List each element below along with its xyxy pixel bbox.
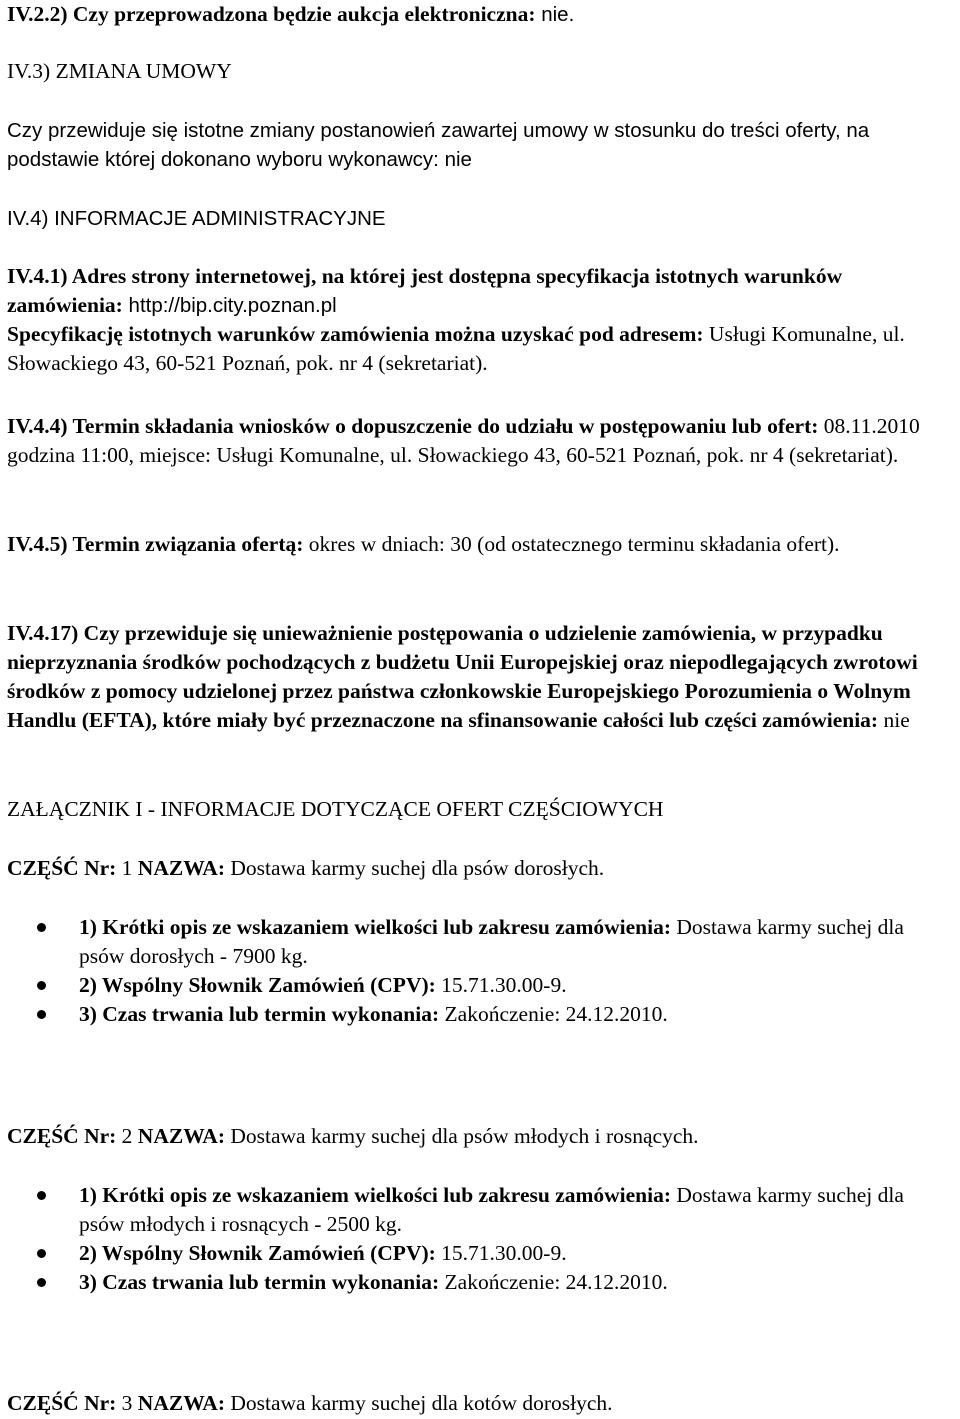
change-text: Czy przewiduje się istotne zmiany postanowień zawartej umowy w stosunku do treści oferty, na podstawie której dokonano wyboru wykonawcy: nie [7, 119, 870, 171]
annex-heading: ZAŁĄCZNIK I - INFORMACJE DOTYCZĄCE OFERT CZĘŚCIOWYCH [7, 797, 664, 821]
bullet-icon [37, 1010, 46, 1019]
list-item [7, 971, 952, 1000]
s441-url: http://bip.city.poznan.pl [122, 294, 337, 317]
part-2-name: Dostawa karmy suchej dla psów młodych i rosnących. [225, 1124, 699, 1148]
part-1-label: CZĘŚĆ Nr: [7, 856, 117, 880]
list-item [7, 1181, 952, 1239]
list-item [7, 1268, 952, 1297]
item-label: 3) Czas trwania lub termin wykonania: [79, 1270, 440, 1294]
item-label: 1) Krótki opis ze wskazaniem wielkości lub zakresu zamówienia: [79, 915, 672, 939]
bullet-icon [37, 1278, 46, 1287]
auction-section [7, 0, 952, 29]
part-1-number: 1 [116, 856, 138, 880]
item-label: 1) Krótki opis ze wskazaniem wielkości lub zakresu zamówienia: [79, 1183, 672, 1207]
bullet-icon [37, 1249, 46, 1258]
part-1-list [7, 913, 952, 1029]
s444-value: 08.11.2010 godzina 11:00, miejsce: Usługi Komunalne, ul. Słowackiego 43, 60-521 Poznań, pok. nr 4 (sekretariat). [7, 414, 920, 467]
item-value: 15.71.30.00-9. [435, 1241, 567, 1265]
part-2-number: 2 [116, 1124, 138, 1148]
list-item [7, 913, 952, 971]
part-1-name: Dostawa karmy suchej dla psów dorosłych. [225, 856, 605, 880]
part-3-number: 3 [116, 1391, 138, 1415]
item-value: Zakończenie: 24.12.2010. [439, 1002, 668, 1026]
list-item [7, 1239, 952, 1268]
s441-label2: Specyfikację istotnych warunków zamówienia można uzyskać pod adresem: [7, 322, 704, 346]
item-label: 2) Wspólny Słownik Zamówień (CPV): [79, 1241, 436, 1265]
part-3-label: CZĘŚĆ Nr: [7, 1391, 117, 1415]
bullet-icon [37, 1191, 46, 1200]
part-3-name: Dostawa karmy suchej dla kotów dorosłych. [225, 1391, 613, 1415]
auction-label: IV.2.2) Czy przeprowadzona będzie aukcja elektroniczna: [7, 2, 536, 26]
part-1-name-label: NAZWA: [137, 856, 225, 880]
item-value: Zakończenie: 24.12.2010. [439, 1270, 668, 1294]
part-1-title [7, 854, 952, 883]
section-4-4-1 [7, 262, 952, 378]
section-4-4-5 [7, 530, 952, 559]
s4417-label: Czy przewiduje się unieważnienie postępowania o udzielenie zamówienia, w przypadku nieprzyznania środków pochodzących z budżetu Unii Europejskiej oraz niepodlegających zwrotowi środków z pomocy udzielonej przez państwa członkowskie Europejskiego Porozumienia o Wolnym Handlu (EFTA), które miały być przeznaczone na sfinansowanie całości lub części zamówienia: [7, 621, 918, 732]
part-2-name-label: NAZWA: [137, 1124, 225, 1148]
item-label: 3) Czas trwania lub termin wykonania: [79, 1002, 440, 1026]
s4417-value: nie [878, 708, 910, 732]
s441-address: Usługi Komunalne, ul. Słowackiego 43, 60-521 Poznań, pok. nr 4 (sekretariat). [7, 322, 905, 375]
item-value: Dostawa karmy suchej dla psów młodych i rosnących - 2500 kg. [79, 1183, 904, 1236]
item-label: 2) Wspólny Słownik Zamówień (CPV): [79, 973, 436, 997]
s445-label: IV.4.5) Termin związania ofertą: [7, 532, 304, 556]
bullet-icon [37, 981, 46, 990]
change-heading: IV.3) ZMIANA UMOWY [7, 59, 232, 83]
auction-value: nie. [535, 3, 575, 26]
section-4-4-4 [7, 412, 952, 470]
part-2-label: CZĘŚĆ Nr: [7, 1124, 117, 1148]
s445-value: okres w dniach: 30 (od ostatecznego terminu składania ofert). [303, 532, 840, 556]
admin-heading: IV.4) INFORMACJE ADMINISTRACYJNE [7, 207, 386, 230]
part-3-title [7, 1389, 952, 1418]
part-3-name-label: NAZWA: [137, 1391, 225, 1415]
part-2-list [7, 1181, 952, 1297]
bullet-icon [37, 923, 46, 932]
item-value: 15.71.30.00-9. [435, 973, 567, 997]
s441-label: IV.4.1) Adres strony internetowej, na której jest dostępna specyfikacja istotnych warunków zamówienia: [7, 264, 843, 317]
s444-label: IV.4.4) Termin składania wniosków o dopuszczenie do udziału w postępowaniu lub ofert: [7, 414, 819, 438]
part-2-title [7, 1122, 952, 1151]
list-item [7, 1000, 952, 1029]
item-value: Dostawa karmy suchej dla psów dorosłych - 7900 kg. [79, 915, 904, 968]
section-4-4-17 [7, 619, 952, 735]
s4417-prefix: IV.4.17) [7, 621, 79, 645]
